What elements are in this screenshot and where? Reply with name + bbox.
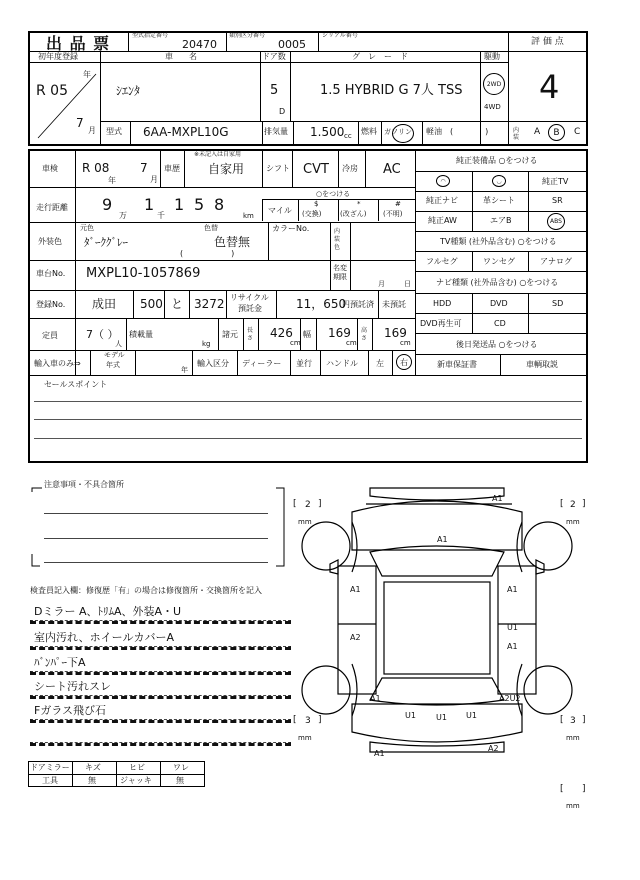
tire-rr-depth: 3 (570, 716, 576, 726)
year-suffix: 年 (83, 70, 91, 79)
spare-bracket: [ (560, 784, 564, 794)
width-value: 169 (328, 326, 351, 340)
tools-header-break: ワレ (173, 763, 189, 772)
door-type: D (279, 107, 286, 116)
registration-area: 成田 (92, 297, 117, 311)
mileage-altered: (改ざん) (340, 210, 367, 218)
fuel-other: ( ) (450, 127, 489, 136)
color-no-label: カラーNo. (272, 224, 310, 233)
navi-sd: SD (552, 299, 564, 308)
mileage-unit: km (243, 212, 254, 220)
doors-label: ドア数 (262, 52, 286, 61)
inspection-label: 車検 (42, 164, 58, 173)
tools-header-scratch: キズ (85, 763, 101, 772)
tire-rr-bracket-close: ] (582, 715, 586, 725)
first-reg-era: R 05 (36, 83, 68, 99)
category-number: 0005 (278, 38, 306, 51)
tire-rl-depth: 3 (305, 716, 311, 726)
name-change-month: 月 (378, 280, 385, 288)
displacement-label: 排気量 (264, 127, 288, 136)
recycle-suffix: 円預託済 (342, 300, 374, 309)
drive-2wd: 2WD (486, 80, 502, 88)
registration-number: 3272 (194, 297, 225, 311)
length-label: 長さ (247, 327, 254, 342)
tire-rl-bracket-close: ] (318, 715, 322, 725)
mark-left-rear-door: A2 (350, 633, 361, 642)
tire-fr-bracket: [ (560, 499, 564, 509)
mileage-d1: 9 (102, 195, 113, 214)
mark-front-bumper: A1 (492, 494, 503, 503)
mark-right-rear: A2U2 (499, 694, 521, 703)
tv-fullseg: フルセグ (426, 257, 458, 266)
handle-left: 左 (376, 359, 384, 368)
handle-right: 右 (400, 357, 408, 367)
navi-hdd: HDD (433, 299, 452, 308)
model-year-2: 年式 (106, 361, 120, 369)
note-line-1: Dミラー A、ﾄﾘﾑA、外装A・U (34, 605, 182, 618)
history-value: 自家用 (208, 162, 245, 176)
mark-right-rear-door-u: U1 (507, 623, 518, 632)
car-name-label: 車 名 (165, 52, 197, 61)
length-unit: cm (290, 339, 301, 347)
mileage-label: 走行距離 (36, 203, 68, 212)
import-parallel: 並行 (296, 359, 312, 368)
tire-rl-mm: mm (298, 734, 312, 742)
color-label: 外装色 (38, 237, 62, 246)
fuel-gas: ガソリン (384, 128, 412, 136)
recycle-label-1: リサイクル (230, 293, 269, 302)
first-reg-month: 7 (76, 116, 84, 130)
equipment-tv: 純正TV (542, 177, 569, 186)
mark-left-rear: A1 (370, 694, 381, 703)
equipment-navi: 純正ナビ (426, 196, 458, 205)
chassis-label: 車台No. (36, 269, 66, 278)
interior-c: C (574, 127, 581, 137)
interior-label: 内装 (513, 127, 520, 141)
capacity-label: 定員 (42, 331, 58, 340)
tire-rr-mm: mm (566, 734, 580, 742)
mileage-unknown: (不明) (383, 210, 403, 218)
equipment-abs: ABS (550, 218, 562, 225)
tv-analog: アナログ (540, 257, 572, 266)
fuel-label: 燃料 (361, 127, 377, 136)
equipment-title: 純正装備品 ○をつける (456, 156, 538, 165)
interior-b-circle (548, 124, 565, 141)
inspection-year: 年 (108, 176, 116, 185)
later-title: 後日発送品 ○をつける (456, 340, 538, 349)
form-title: 出 品 票 (46, 34, 111, 53)
tv-title: TV種類 (社外品含む) ○をつける (440, 237, 557, 246)
tools-tool-value: 無 (88, 776, 96, 785)
tire-rl-bracket: [ (293, 715, 297, 725)
tire-fr-depth: 2 (570, 500, 576, 510)
sunroof-icon: ◠ (436, 175, 450, 187)
ac-label: 冷房 (342, 164, 358, 173)
note-line-2: 室内汚れ、ホイールカバーA (34, 631, 174, 644)
import-year: 年 (181, 366, 188, 374)
mileage-mile: マイル (268, 206, 292, 215)
orig-color-label: 元色 (80, 224, 94, 232)
later-warranty: 新車保証書 (437, 360, 477, 369)
grade-label: グ レ ー ド (352, 52, 408, 61)
fuel-diesel: 軽油 (426, 127, 442, 136)
car-name: ｼｴﾝﾀ (116, 84, 141, 98)
grade-value: 1.5 HYBRID G 7人 TSS (320, 83, 463, 98)
name-change-day: 日 (404, 280, 411, 288)
notes-bracket (26, 484, 286, 570)
tire-fl-bracket: [ (293, 499, 297, 509)
drive-4wd: 4WD (484, 103, 501, 111)
tire-fl-bracket-close: ] (318, 499, 322, 509)
history-note: ※未記入は自家用 (194, 151, 242, 158)
navi-title: ナビ種類 (社外品含む) ○をつける (436, 278, 559, 287)
category-label: 類別区分番号 (229, 32, 266, 39)
mark-right-front-fender: A1 (507, 585, 518, 594)
name-change-label: 名変期限 (333, 264, 347, 281)
history-label: 車歴 (164, 164, 180, 173)
mileage-sen: 千 (157, 211, 165, 220)
registration-class: 500 (140, 297, 163, 311)
first-reg-label: 初年度登録 (38, 52, 78, 61)
orig-color: ﾀﾞｰｸｸﾞﾚｰ (84, 236, 128, 249)
mark-rear-bumper-left: A1 (374, 749, 385, 758)
doors-value: 5 (270, 83, 279, 98)
later-manual: 車輌取説 (526, 360, 558, 369)
color-paren: ( ) (180, 249, 235, 258)
drive-2wd-circle (483, 73, 505, 95)
spare-mm: mm (566, 802, 580, 810)
height-label: 高さ (361, 327, 368, 342)
registration-label: 登録No. (36, 300, 66, 309)
height-unit: cm (400, 339, 411, 347)
mileage-d5: 8 (214, 195, 225, 214)
drive-label: 駆動 (484, 52, 500, 61)
model-type-number: 20470 (182, 38, 217, 51)
recycle-value: 11，650 (296, 297, 347, 311)
spare-bracket-close: ] (582, 784, 586, 794)
equipment-aw: 純正AW (428, 216, 457, 225)
handle-right-circle (396, 354, 412, 370)
chassis-value: MXPL10-1057869 (86, 266, 201, 281)
tire-fr-mm: mm (566, 518, 580, 526)
load-unit: kg (202, 340, 211, 348)
import-only: 輸入車のみ⇒ (34, 359, 81, 368)
navi-dvd: DVD (490, 299, 508, 308)
inspection-month-suffix: 月 (150, 175, 158, 184)
tools-tool: 工具 (42, 776, 58, 785)
not-deposited: 未預託 (382, 300, 406, 309)
mark-rear-u2: U1 (436, 713, 447, 722)
width-label: 幅 (303, 330, 311, 339)
shift-value: CVT (303, 162, 329, 177)
mileage-man: 万 (119, 211, 127, 220)
rating-value: 4 (539, 68, 560, 106)
tire-fl-mm: mm (298, 518, 312, 526)
capacity-unit: 人 (115, 340, 122, 348)
interior-b: B (553, 127, 560, 138)
inspector-note: 検査員記入欄：修復歴「有」の場合は修復箇所・交換箇所を記入 (30, 586, 262, 595)
displacement-value: 1.500 (310, 125, 345, 139)
inspection-month: 7 (140, 161, 148, 175)
tire-fr-bracket-close: ] (582, 499, 586, 509)
mark-rear-u1: U1 (405, 711, 416, 720)
mileage-hash: # (395, 200, 401, 208)
rating-label: 評 価 点 (531, 37, 564, 47)
mark-rear-bumper: A2 (488, 744, 499, 753)
note-line-5: Fガラス飛び石 (34, 704, 106, 717)
model-year-1: モデル (104, 351, 125, 359)
mark-hood: A1 (437, 535, 448, 544)
interior-a: A (534, 127, 541, 137)
equipment-abs-circle (547, 213, 565, 230)
sales-label: セールスポイント (44, 380, 108, 389)
tools-header-mirror: ドアミラー (30, 763, 70, 772)
equipment-airbag: エアB (490, 216, 512, 225)
mileage-circle-note: ○をつける (316, 190, 351, 198)
mileage-dollar: $ (314, 200, 319, 208)
navi-cd: CD (494, 319, 506, 328)
mileage-d2: 1 (144, 195, 155, 214)
import-class: 輸入区分 (197, 359, 229, 368)
tools-jack-value: 無 (176, 776, 184, 785)
handle-label: ハンドル (326, 359, 358, 368)
mileage-d4: 5 (194, 195, 205, 214)
model-label: 型式 (106, 127, 122, 136)
capacity-value: 7（ ） (86, 328, 119, 341)
navi-dvd-play: DVD再生可 (420, 319, 462, 328)
model-value: 6AA-MXPL10G (143, 125, 229, 139)
dims-label: 諸元 (222, 330, 238, 339)
recycle-label-2: 預託金 (238, 304, 262, 313)
month-suffix: 月 (88, 126, 96, 135)
tv-oneseg: ワンセグ (483, 257, 515, 266)
mileage-star: * (357, 200, 361, 208)
tools-header-crack: ヒビ (129, 763, 145, 772)
import-dealer: ディーラー (242, 359, 282, 368)
mark-right-rear-door-a: A1 (507, 642, 518, 651)
shift-label: シフト (266, 164, 290, 173)
notes-title: 注意事項・不具合箇所 (44, 480, 124, 489)
model-type-label: 型式指定番号 (132, 32, 169, 39)
width-unit: cm (346, 339, 357, 347)
length-value: 426 (270, 326, 293, 340)
interior-color-label: 内装色 (334, 228, 341, 251)
tools-jack: ジャッキ (120, 776, 152, 785)
mileage-exchanged: (交換) (302, 210, 322, 218)
ac-value: AC (383, 162, 401, 177)
inspection-era: R 08 (82, 161, 110, 175)
note-line-3: ﾊﾞﾝﾊﾟｰ下A (34, 656, 86, 669)
car-diagram (286, 474, 596, 814)
color-changed: 色替無 (214, 235, 251, 249)
displacement-unit: cc (344, 132, 352, 140)
mark-rear-u3: U1 (466, 711, 477, 720)
mileage-d3: 1 (174, 195, 185, 214)
tire-fl-depth: 2 (305, 500, 311, 510)
color-change-label: 色替 (204, 224, 218, 232)
tire-rr-bracket: [ (560, 715, 564, 725)
serial-label: シリアル番号 (322, 32, 358, 39)
registration-kana: と (171, 297, 184, 311)
mark-left-front-fender: A1 (350, 585, 361, 594)
note-line-4: シート汚れスレ (34, 680, 111, 693)
height-value: 169 (384, 326, 407, 340)
tv-icon: ◡ (492, 175, 506, 187)
load-label: 積載量 (129, 330, 153, 339)
equipment-leather: 革シート (483, 196, 515, 205)
equipment-sr: SR (552, 196, 563, 205)
